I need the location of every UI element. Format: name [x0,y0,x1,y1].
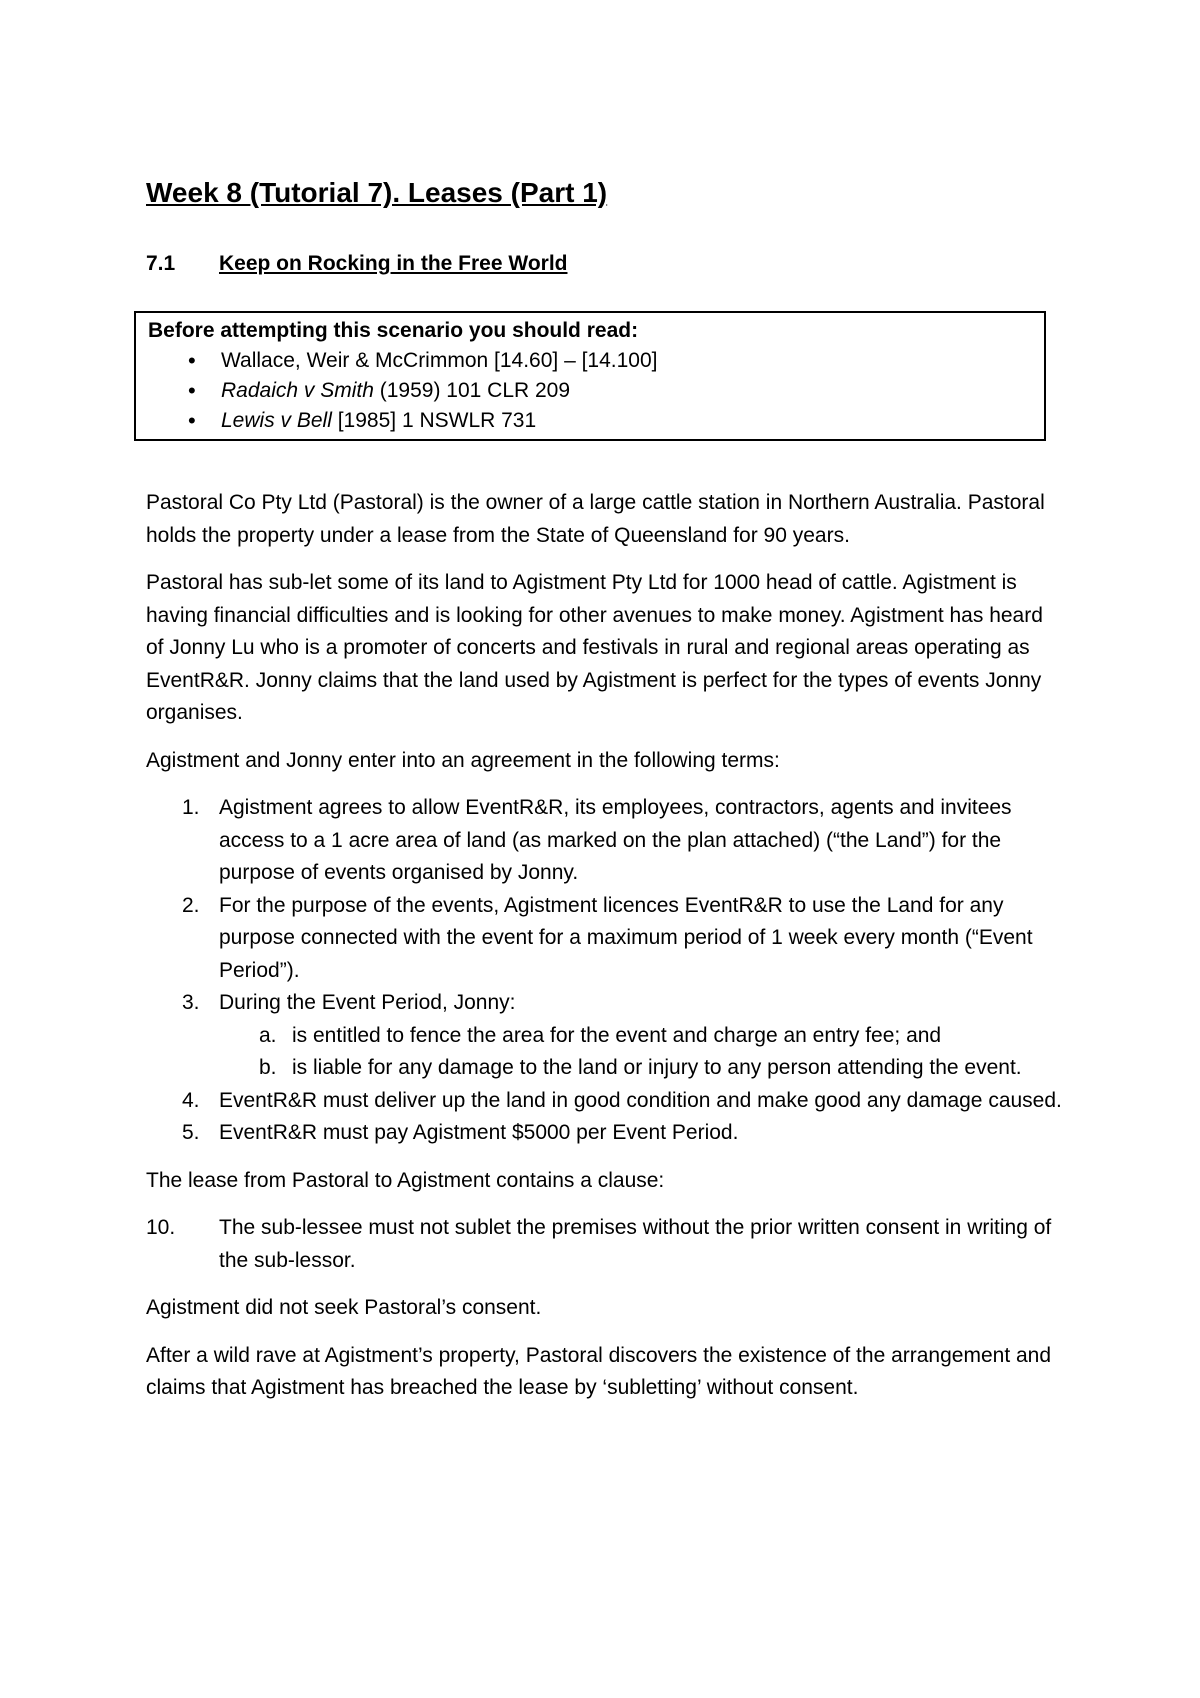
bullet-icon [188,346,196,377]
term-number: 1. [182,796,200,819]
reading-box-heading: Before attempting this scenario you should read: [148,319,639,342]
sub-term-text: is liable for any damage to the land or injury to any person attending the event. [292,1056,1022,1079]
document-body [146,175,1066,1420]
section-heading [146,249,1066,279]
term-text: Agistment agrees to allow EventR&R, its employees, contractors, agents and invitees access to a 1 acre area of land (as marked on the plan attached) (“the Land”) for the purpose of events organised by Jonny. [219,796,1012,884]
sub-term-letter: a. [259,1023,277,1047]
section-number: 7.1 [146,252,176,275]
term-item [146,1117,1066,1150]
page-title: Week 8 (Tutorial 7). Leases (Part 1) [146,177,608,208]
paragraph-text: Pastoral has sub-let some of its land to Agistment Pty Ltd for 1000 head of cattle. Agistment is having financial difficulties and is looking for other avenues to make money. Agistment has heard of Jonny Lu who is a promoter of concerts and festivals in rural and regional areas operating as EventR&R. Jonny claims that the land used by Agistment is perfect for the types of events Jonny organises. [146,571,1043,724]
reading-item-text: (1959) 101 CLR 209 [373,379,571,402]
reading-list-item [148,406,1032,436]
term-text: During the Event Period, Jonny: [219,991,516,1014]
sub-term-item [219,1052,1066,1085]
reading-item-italic: Lewis v Bell [221,409,332,432]
term-item [146,792,1066,890]
paragraph-text: Pastoral Co Pty Ltd (Pastoral) is the owner of a large cattle station in Northern Australia. Pastoral holds the property under a lease from the State of Queensland for 90 years. [146,491,1045,547]
reading-list-item [148,376,1032,406]
reading-list-box [134,311,1046,441]
sub-terms-list [219,1020,1066,1085]
clause-text: The sub-lessee must not sublet the premises without the prior written consent in writing of the sub-lessor. [219,1216,1052,1272]
paragraph-text: Agistment did not seek Pastoral’s consent. [146,1296,542,1319]
term-number: 2. [182,893,200,917]
term-item [146,1085,1066,1118]
bullet-icon [188,376,196,407]
reading-item-text: Wallace, Weir & McCrimmon [14.60] – [14.100] [221,349,658,372]
term-text: For the purpose of the events, Agistment licences EventR&R to use the Land for any purpose connected with the event for a maximum period of 1 week every month (“Event Period”). [219,893,1033,982]
term-number: 3. [182,991,200,1014]
paragraph-text: After a wild rave at Agistment’s property, Pastoral discovers the existence of the arrangement and claims that Agistment has breached the lease by ‘subletting’ without consent. [146,1343,1052,1399]
paragraph-text: Agistment and Jonny enter into an agreement in the following terms: [146,748,780,772]
term-item [146,890,1066,988]
term-number: 4. [182,1088,200,1112]
reading-item-italic: Radaich v Smith [221,379,374,402]
bullet-icon [188,406,196,437]
paragraph-5 [146,1292,1066,1325]
paragraph-6 [146,1340,1066,1405]
term-text: EventR&R must pay Agistment $5000 per Event Period. [219,1121,739,1144]
paragraph-text: The lease from Pastoral to Agistment contains a clause: [146,1168,665,1192]
term-number: 5. [182,1121,200,1144]
lease-clause [146,1212,1066,1277]
term-item [146,987,1066,1085]
sub-term-item [219,1020,1066,1053]
clause-number: 10. [146,1216,176,1239]
sub-term-letter: b. [259,1056,277,1079]
paragraph-1 [146,487,1066,552]
reading-list-item [148,346,1032,376]
paragraph-4 [146,1165,1066,1198]
term-text: EventR&R must deliver up the land in good condition and make good any damage caused. [219,1088,1062,1112]
sub-term-text: is entitled to fence the area for the event and charge an entry fee; and [292,1023,942,1047]
reading-item-text: [1985] 1 NSWLR 731 [331,409,537,432]
reading-list [148,346,1032,436]
section-title: Keep on Rocking in the Free World [219,252,568,275]
agreement-terms-list [146,792,1066,1150]
paragraph-2 [146,567,1066,730]
paragraph-3 [146,745,1066,778]
